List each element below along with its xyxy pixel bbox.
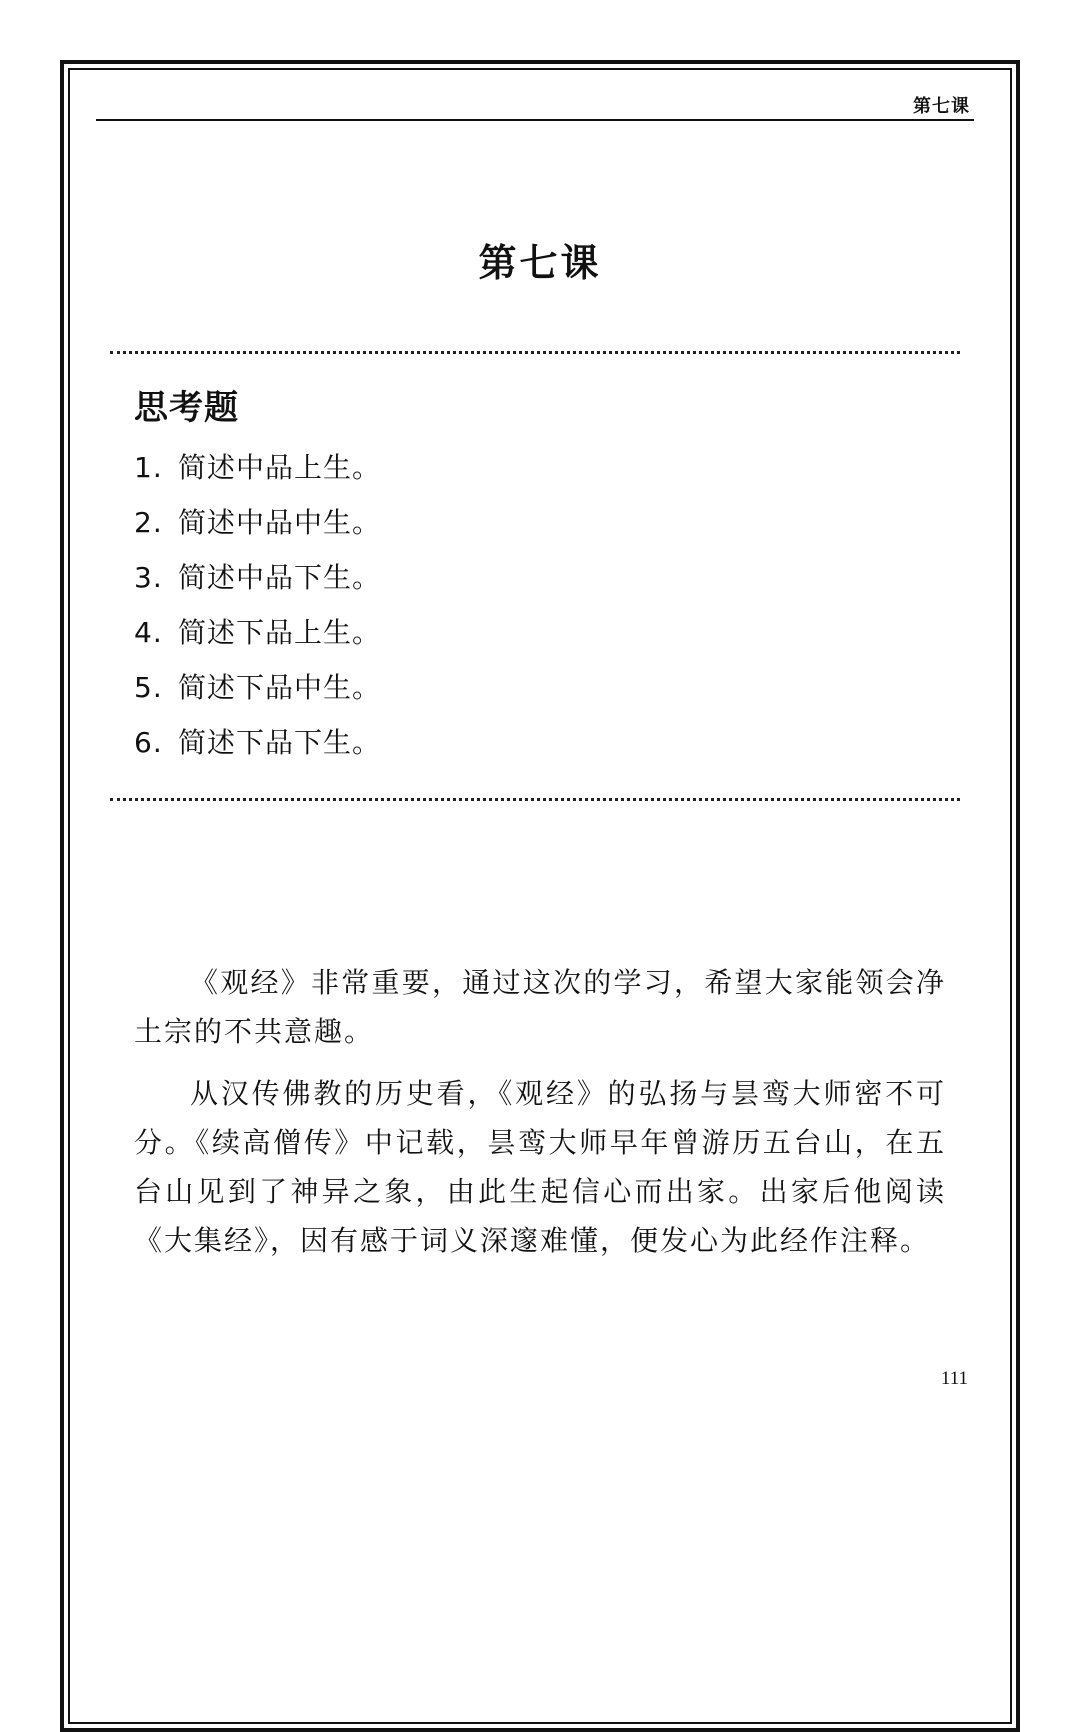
- question-text: 简述中品下生。: [178, 561, 382, 594]
- question-text: 简述中品中生。: [178, 506, 382, 539]
- question-item: [134, 605, 381, 660]
- question-item: [134, 440, 381, 495]
- question-item: [134, 495, 381, 550]
- question-item: [134, 715, 381, 770]
- question-text: 简述下品中生。: [178, 671, 382, 704]
- question-number: 4.: [134, 616, 163, 649]
- body-text: [134, 958, 946, 1278]
- questions-top-divider: [110, 351, 960, 354]
- question-number: 6.: [134, 726, 163, 759]
- question-text: 简述中品上生。: [178, 451, 382, 484]
- page-border-inner: [68, 68, 1012, 1724]
- question-number: 5.: [134, 671, 163, 704]
- question-number: 1.: [134, 451, 163, 484]
- question-item: [134, 550, 381, 605]
- question-number: 3.: [134, 561, 163, 594]
- header-rule: [96, 119, 974, 121]
- questions-heading: 思考题: [134, 388, 239, 428]
- question-list: [134, 440, 381, 770]
- question-item: [134, 660, 381, 715]
- question-number: 2.: [134, 506, 163, 539]
- questions-bottom-divider: [110, 798, 960, 801]
- page-number: 111: [940, 1368, 968, 1389]
- question-text: 简述下品下生。: [178, 726, 382, 759]
- running-head: 第七课: [913, 96, 970, 117]
- body-paragraph: 从汉传佛教的历史看，《观经》的弘扬与昙鸾大师密不可分。《续高僧传》中记载，昙鸾大师早年曾游历五台山，在五台山见到了神异之象，由此生起信心而出家。出家后他阅读《大集经》，因有感于词义深邃难懂，便发心为此经作注释。: [134, 1077, 946, 1257]
- body-paragraph: 《观经》非常重要，通过这次的学习，希望大家能领会净土宗的不共意趣。: [134, 966, 946, 1048]
- lesson-title: 第七课: [478, 241, 602, 285]
- question-text: 简述下品上生。: [178, 616, 382, 649]
